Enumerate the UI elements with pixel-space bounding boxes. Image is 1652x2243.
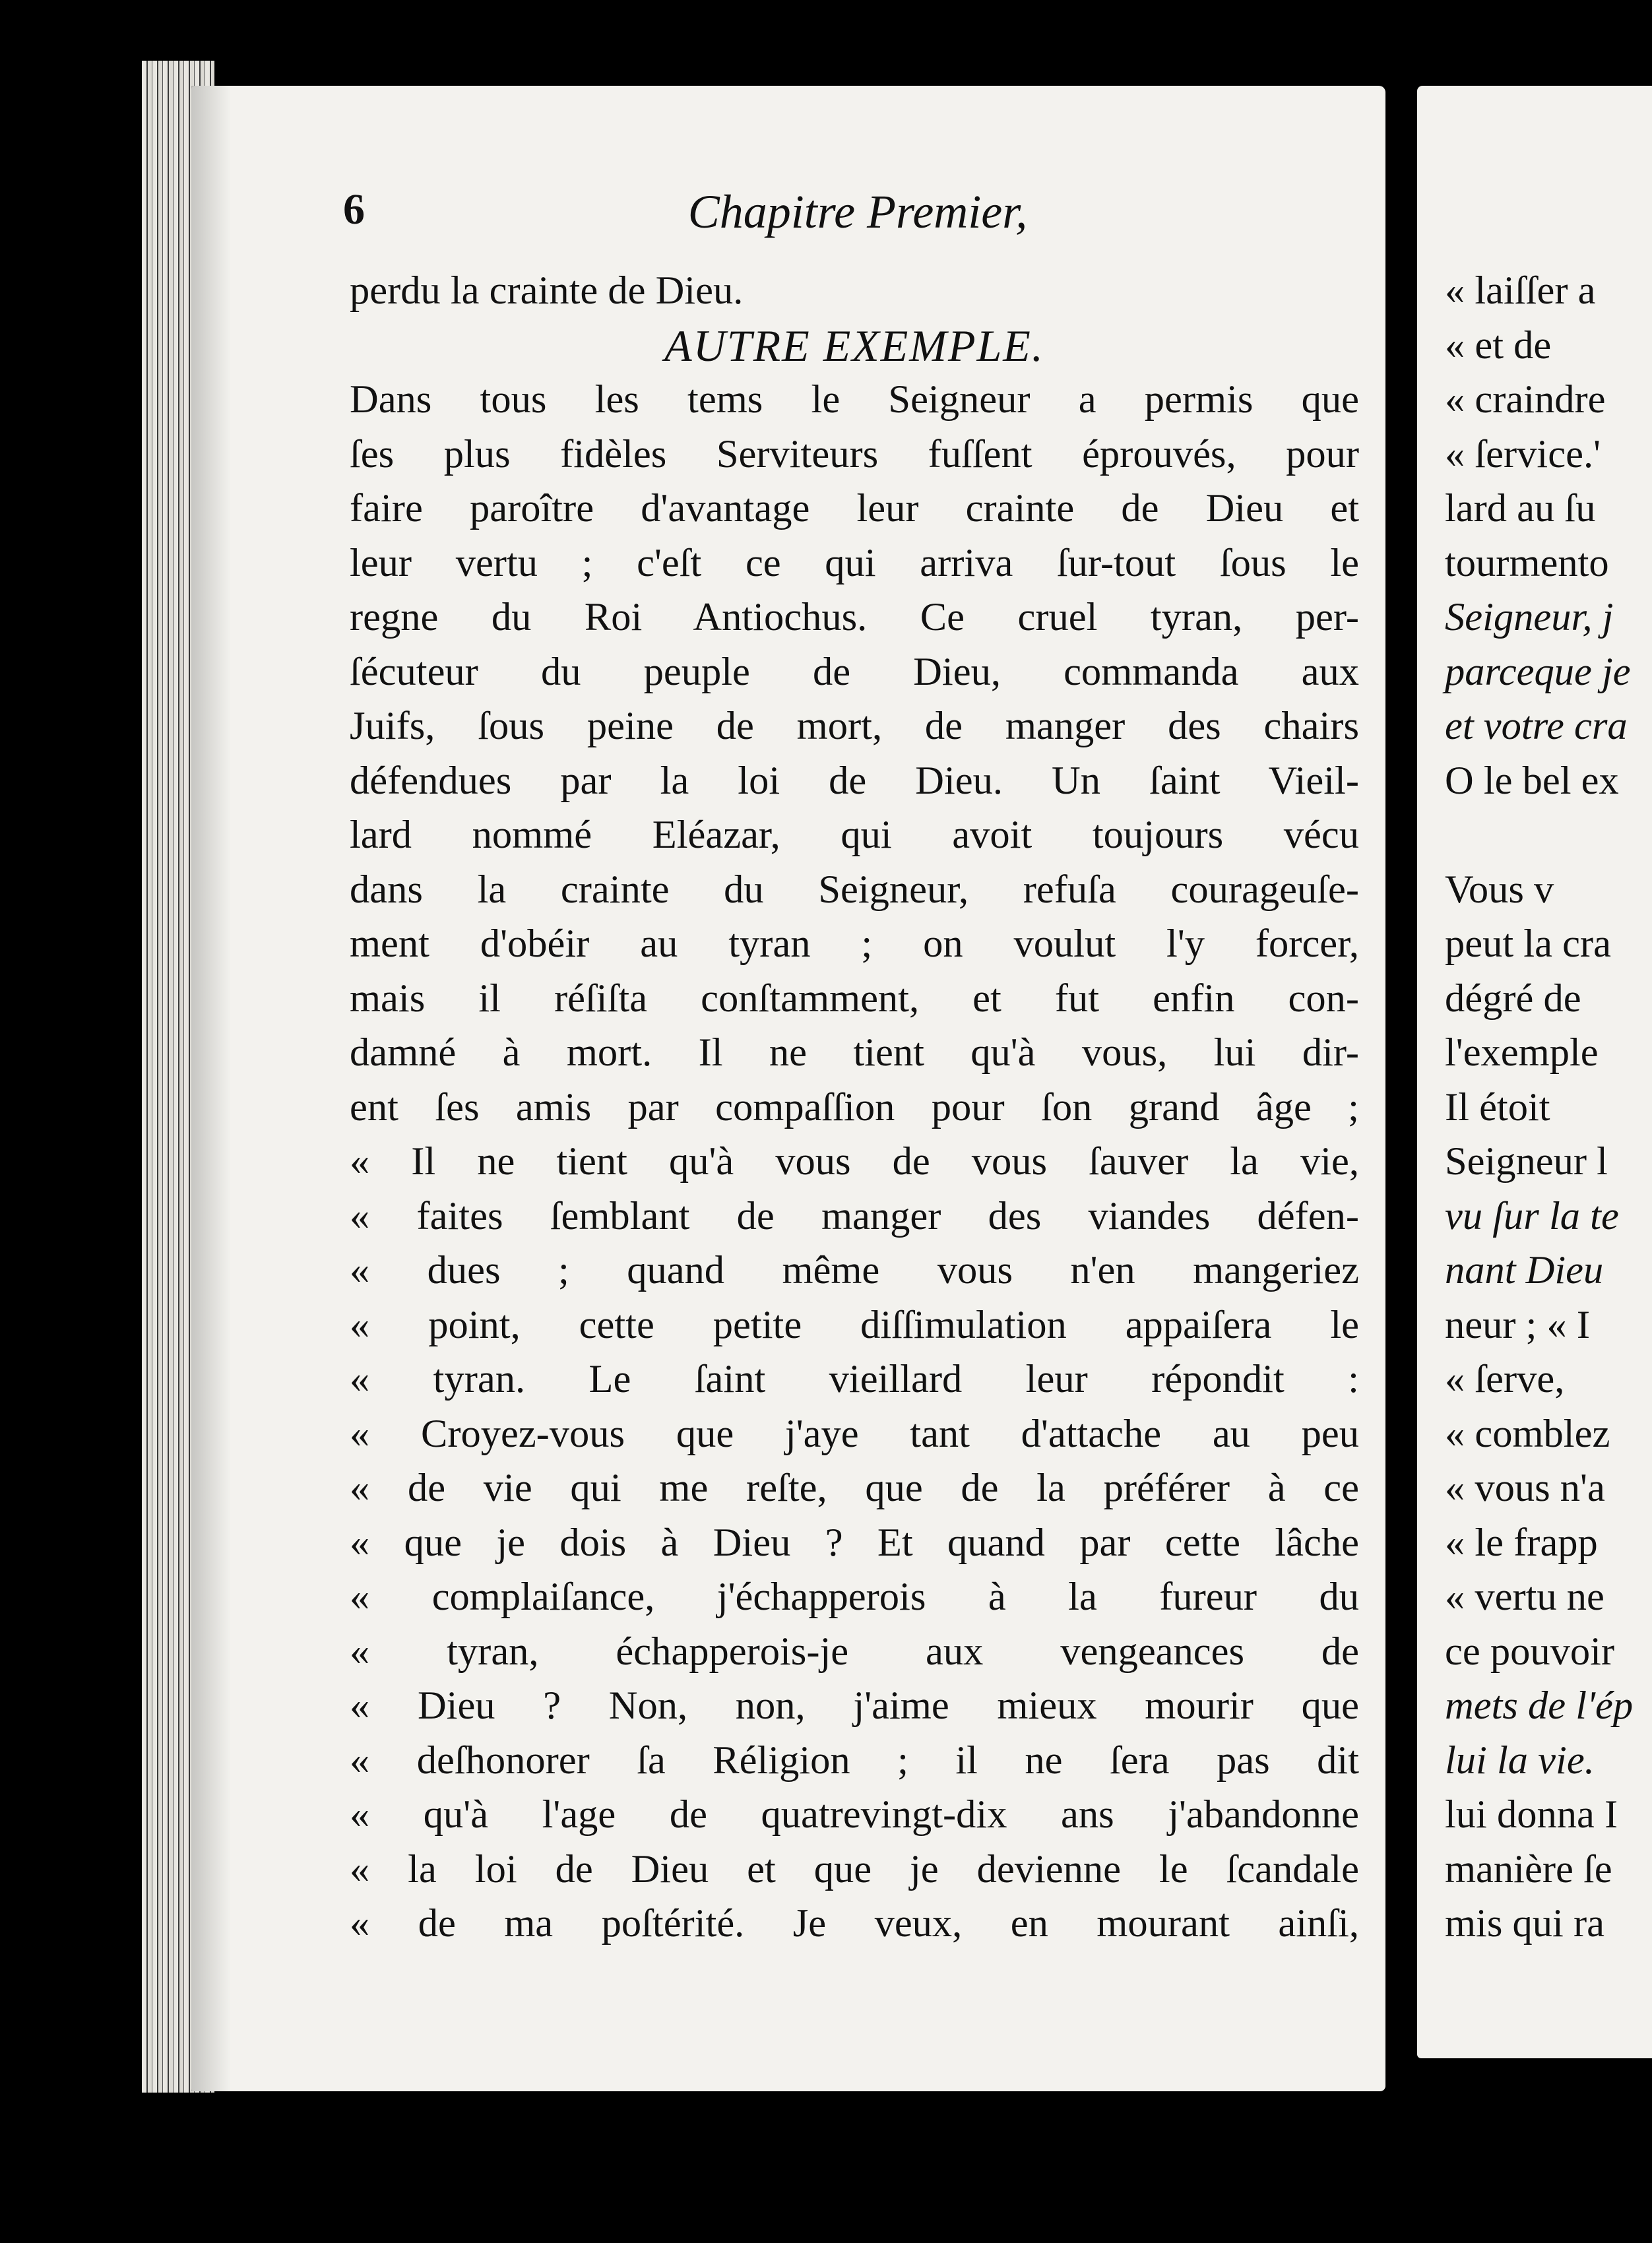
text-line: « et de: [1445, 323, 1552, 367]
text-line: et votre cra: [1445, 704, 1628, 748]
text-line: « tyran, échapperois-je aux vengeances de: [350, 1629, 1359, 1674]
text-line: ſes plus fidèles Serviteurs fuſſent éprouvés, pour: [350, 431, 1359, 476]
text-line: faire paroître d'avantage leur crainte de Dieu et: [350, 486, 1359, 530]
text-line: O le bel ex: [1445, 758, 1619, 803]
text-line: « que je dois à Dieu ? Et quand par cette lâche: [350, 1520, 1359, 1565]
text-line: l'exemple: [1445, 1030, 1599, 1075]
text-line: lui la vie.: [1445, 1738, 1595, 1783]
text-line: « Il ne tient qu'à vous de vous ſauver la vie,: [350, 1139, 1359, 1184]
text-line: « dues ; quand même vous n'en mangeriez: [350, 1248, 1359, 1292]
text-line: [1445, 808, 1652, 863]
text-line: mets de l'ép: [1445, 1684, 1634, 1728]
text-line: défendues par la loi de Dieu. Un ſaint Vieil-: [350, 758, 1359, 803]
text-line: Il étoit: [1445, 1085, 1550, 1129]
text-line: Dans tous les tems le Seigneur a permis que: [350, 377, 1359, 422]
right-page-fragment: [1417, 86, 1652, 2058]
right-page-text: [1445, 264, 1652, 1951]
text-line: « comblez: [1445, 1411, 1610, 1456]
text-line: « laiſſer a: [1445, 269, 1596, 313]
text-line: parceque je: [1445, 649, 1631, 694]
text-line: « de vie qui me reſte, que de la préférer à ce: [350, 1466, 1359, 1510]
text-line: ſécuteur du peuple de Dieu, commanda aux: [350, 649, 1359, 694]
text-line: Vous v: [1445, 867, 1554, 912]
left-page: [191, 86, 1385, 2091]
gutter-shadow: [191, 86, 231, 2091]
text-line: ent ſes amis par compaſſion pour ſon grand âge ;: [350, 1085, 1359, 1129]
text-line: mais il réſiſta conſtamment, et fut enfin con-: [350, 976, 1359, 1021]
text-line: manière ſe: [1445, 1847, 1612, 1891]
text-line: Juifs, ſous peine de mort, de manger des chairs: [350, 704, 1359, 748]
text-line: « ſervice.': [1445, 431, 1601, 476]
page-number: 6: [343, 185, 365, 234]
text-line: « Dieu ? Non, non, j'aime mieux mourir que: [350, 1684, 1359, 1728]
text-line: ment d'obéir au tyran ; on voulut l'y forcer,: [350, 922, 1359, 966]
text-line: « de ma poſtérité. Je veux, en mourant ainſi,: [350, 1901, 1359, 1945]
text-line: « vous n'a: [1445, 1466, 1605, 1510]
text-line: « point, cette petite diſſimulation appaiſera le: [350, 1302, 1359, 1347]
text-line: « vertu ne: [1445, 1575, 1604, 1619]
text-line: regne du Roi Antiochus. Ce cruel tyran, per-: [350, 595, 1359, 639]
text-line: « qu'à l'age de quatrevingt-dix ans j'abandonne: [350, 1792, 1359, 1837]
text-line: mis qui ra: [1445, 1901, 1604, 1945]
text-line: lard nommé Eléazar, qui avoit toujours vécu: [350, 813, 1359, 857]
page-header: [343, 185, 1372, 257]
running-head: Chapitre Premier,: [687, 185, 1028, 238]
text-line: nant Dieu: [1445, 1248, 1604, 1292]
text-line: « ſerve,: [1445, 1357, 1565, 1401]
text-line: perdu la crainte de Dieu.: [350, 269, 744, 313]
left-page-text: [350, 264, 1359, 1951]
text-line: leur vertu ; c'eſt ce qui arriva ſur-tout ſous le: [350, 540, 1359, 585]
text-line: Seigneur, j: [1445, 595, 1614, 639]
text-line: dans la crainte du Seigneur, refuſa courageuſe-: [350, 867, 1359, 912]
text-line: Seigneur l: [1445, 1139, 1608, 1184]
text-line: lui donna I: [1445, 1792, 1618, 1837]
text-line: peut la cra: [1445, 922, 1611, 966]
text-line: ce pouvoir: [1445, 1629, 1615, 1674]
text-line: « Croyez-vous que j'aye tant d'attache au peu: [350, 1411, 1359, 1456]
text-line: vu ſur la te: [1445, 1193, 1619, 1238]
text-line: « tyran. Le ſaint vieillard leur répondit :: [350, 1357, 1359, 1401]
text-line: damné à mort. Il ne tient qu'à vous, lui dir-: [350, 1030, 1359, 1075]
text-line: « deſhonorer ſa Réligion ; il ne ſera pas dit: [350, 1738, 1359, 1783]
text-line: « craindre: [1445, 377, 1606, 422]
text-line: « le frapp: [1445, 1520, 1598, 1565]
text-line: neur ; « I: [1445, 1302, 1591, 1347]
section-heading: AUTRE EXEMPLE.: [664, 320, 1044, 371]
text-line: « la loi de Dieu et que je devienne le ſcandale: [350, 1847, 1359, 1891]
text-line: tourmento: [1445, 540, 1609, 585]
text-line: dégré de: [1445, 976, 1581, 1021]
text-line: lard au ſu: [1445, 486, 1596, 530]
text-line: « faites ſemblant de manger des viandes défen-: [350, 1193, 1359, 1238]
text-line: « complaiſance, j'échapperois à la fureur du: [350, 1575, 1359, 1619]
